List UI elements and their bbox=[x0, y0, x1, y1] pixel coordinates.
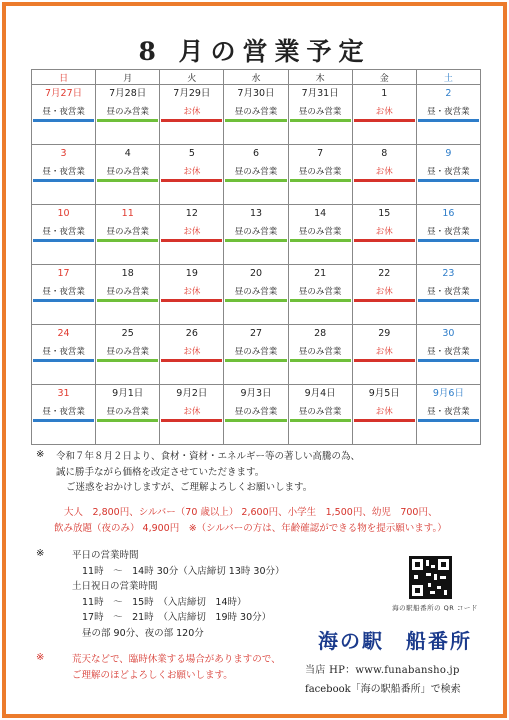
price-notice-line-2: 誠に勝手ながら価格を改定させていただきます。 bbox=[56, 466, 265, 478]
calendar-status-both: 昼・夜営業 bbox=[33, 226, 94, 242]
calendar-status-both: 昼・夜営業 bbox=[33, 166, 94, 182]
calendar-day-cell bbox=[224, 385, 288, 445]
weekday-header-tue: 火 bbox=[160, 70, 224, 85]
calendar-week-row bbox=[32, 325, 481, 385]
calendar-date: 16 bbox=[442, 208, 455, 219]
weekday-header-mon: 月 bbox=[96, 70, 160, 85]
weekday-header-wed: 水 bbox=[224, 70, 288, 85]
calendar-status-both: 昼・夜営業 bbox=[418, 286, 479, 302]
calendar-status-closed: お休 bbox=[161, 286, 222, 302]
calendar-status-closed: お休 bbox=[161, 166, 222, 182]
calendar-date: 23 bbox=[442, 268, 455, 279]
price-list-line-2: 飲み放題（夜のみ） 4,900円 ※（シルバーの方は、年齢確認ができる物を提示願います。） bbox=[54, 522, 447, 534]
calendar-date: 7月29日 bbox=[173, 88, 211, 99]
calendar-day-cell bbox=[96, 325, 160, 385]
calendar-day-cell bbox=[416, 385, 480, 445]
calendar-day-cell bbox=[288, 265, 352, 325]
calendar-status-closed: お休 bbox=[354, 286, 415, 302]
calendar-date: 6 bbox=[252, 148, 260, 159]
calendar-date: 10 bbox=[57, 208, 70, 219]
calendar-day-cell bbox=[32, 265, 96, 325]
calendar-status-lunch: 昼のみ営業 bbox=[97, 166, 158, 182]
calendar-date: 9月3日 bbox=[240, 388, 272, 399]
calendar-day-cell bbox=[352, 385, 416, 445]
price-notice-line-3: ご迷惑をおかけしますが、ご理解よろしくお願いします。 bbox=[66, 482, 313, 493]
calendar-date: 7月28日 bbox=[109, 88, 147, 99]
calendar-status-both: 昼・夜営業 bbox=[418, 406, 479, 422]
calendar-status-closed: お休 bbox=[161, 106, 222, 122]
calendar-day-cell bbox=[416, 205, 480, 265]
calendar-status-lunch: 昼のみ営業 bbox=[290, 106, 351, 122]
calendar-date: 4 bbox=[124, 148, 131, 159]
facebook-text: facebook「海の駅船番所」で検索 bbox=[305, 684, 461, 695]
calendar-date: 12 bbox=[185, 208, 198, 219]
calendar-day-cell bbox=[32, 145, 96, 205]
calendar-status-closed: お休 bbox=[354, 166, 415, 182]
calendar-status-lunch: 昼のみ営業 bbox=[225, 286, 286, 302]
calendar-date: 2 bbox=[445, 88, 452, 99]
shop-logo: 海の駅 船番所 bbox=[318, 629, 472, 653]
calendar-status-closed: お休 bbox=[354, 226, 415, 242]
calendar-date: 15 bbox=[378, 208, 391, 219]
calendar-day-cell bbox=[416, 85, 480, 145]
price-notice-line-1: 令和７年８月２日より、食材・資材・エネルギー等の著しい高騰の為、 bbox=[56, 451, 361, 462]
calendar-date: 31 bbox=[57, 388, 70, 399]
hours-holiday-lunch: 11時 ～ 15時 （入店締切 14時） bbox=[82, 596, 247, 608]
calendar-day-cell bbox=[96, 85, 160, 145]
calendar-day-cell bbox=[160, 145, 224, 205]
calendar-day-cell bbox=[160, 385, 224, 445]
calendar-status-lunch: 昼のみ営業 bbox=[290, 406, 351, 422]
weekday-header-sun: 日 bbox=[32, 70, 96, 85]
calendar-status-lunch: 昼のみ営業 bbox=[225, 166, 286, 182]
calendar-day-cell bbox=[352, 145, 416, 205]
calendar-date: 7月27日 bbox=[45, 88, 83, 99]
hours-weekday: 11時 ～ 14時 30分（入店締切 13時 30分） bbox=[82, 565, 285, 577]
calendar-status-both: 昼・夜営業 bbox=[33, 406, 94, 422]
calendar-status-closed: お休 bbox=[354, 106, 415, 122]
calendar-date: 19 bbox=[185, 268, 198, 279]
calendar-week-row bbox=[32, 385, 481, 445]
calendar-day-cell bbox=[288, 85, 352, 145]
calendar-day-cell bbox=[32, 385, 96, 445]
calendar-week-row bbox=[32, 145, 481, 205]
closure-line-1: 荒天などで、臨時休業する場合がありますので、 bbox=[72, 654, 281, 665]
calendar-day-cell bbox=[32, 325, 96, 385]
note-mark-hours: ※ bbox=[36, 548, 45, 559]
calendar-day-cell bbox=[352, 325, 416, 385]
calendar-day-cell bbox=[160, 325, 224, 385]
calendar-day-cell bbox=[96, 385, 160, 445]
calendar-day-cell bbox=[96, 145, 160, 205]
note-mark-closure: ※ bbox=[36, 652, 45, 663]
calendar-week-row bbox=[32, 205, 481, 265]
calendar-date: 13 bbox=[249, 208, 263, 219]
calendar-day-cell bbox=[288, 145, 352, 205]
calendar-status-lunch: 昼のみ営業 bbox=[225, 406, 286, 422]
calendar-day-cell bbox=[160, 265, 224, 325]
calendar-status-lunch: 昼のみ営業 bbox=[290, 346, 351, 362]
calendar-date: 1 bbox=[381, 88, 388, 99]
hours-duration: 昼の部 90分、夜の部 120分 bbox=[82, 627, 204, 639]
calendar-day-cell bbox=[160, 205, 224, 265]
calendar-day-cell bbox=[32, 205, 96, 265]
calendar-day-cell bbox=[224, 265, 288, 325]
calendar-day-cell bbox=[224, 85, 288, 145]
calendar-day-cell bbox=[352, 205, 416, 265]
calendar-status-both: 昼・夜営業 bbox=[418, 106, 479, 122]
price-list-line-1: 大人 2,800円、シルバー（70 歳以上） 2,600円、小学生 1,500円、幼児 700円、 bbox=[64, 507, 438, 518]
calendar-status-lunch: 昼のみ営業 bbox=[290, 286, 351, 302]
calendar-date: 11 bbox=[121, 208, 134, 219]
closure-notice bbox=[72, 652, 281, 683]
calendar-status-closed: お休 bbox=[354, 406, 415, 422]
homepage-text: 当店 HP：www.funabansho.jp bbox=[305, 665, 460, 676]
calendar-status-lunch: 昼のみ営業 bbox=[225, 346, 286, 362]
calendar-status-closed: お休 bbox=[161, 226, 222, 242]
calendar-date: 25 bbox=[121, 328, 134, 339]
calendar-status-lunch: 昼のみ営業 bbox=[97, 226, 158, 242]
calendar-status-closed: お休 bbox=[161, 346, 222, 362]
calendar-status-lunch: 昼のみ営業 bbox=[97, 106, 158, 122]
weekday-header-sat: 土 bbox=[416, 70, 480, 85]
weekday-header-fri: 金 bbox=[352, 70, 416, 85]
calendar-day-cell bbox=[160, 85, 224, 145]
calendar-status-both: 昼・夜営業 bbox=[418, 346, 479, 362]
calendar-date: 3 bbox=[60, 148, 67, 159]
calendar-day-cell bbox=[32, 85, 96, 145]
weekday-header-thu: 木 bbox=[288, 70, 352, 85]
weekday-header-row bbox=[32, 70, 481, 85]
calendar-date: 9月4日 bbox=[304, 388, 336, 399]
calendar-date: 28 bbox=[314, 328, 327, 339]
calendar-date: 9月6日 bbox=[432, 388, 464, 399]
calendar-day-cell bbox=[288, 205, 352, 265]
calendar-status-lunch: 昼のみ営業 bbox=[97, 286, 158, 302]
page-title: 8 月の営業予定 bbox=[138, 37, 371, 66]
closure-line-2: ご理解のほどよろしくお願いします。 bbox=[72, 669, 233, 681]
hours-holiday-dinner: 17時 ～ 21時 （入店締切 19時 30分） bbox=[82, 612, 272, 623]
calendar-date: 5 bbox=[188, 148, 195, 159]
calendar-day-cell bbox=[288, 385, 352, 445]
calendar-status-closed: お休 bbox=[161, 406, 222, 422]
calendar-status-lunch: 昼のみ営業 bbox=[97, 406, 158, 422]
price-list bbox=[54, 505, 447, 536]
calendar-date: 9月2日 bbox=[176, 388, 208, 399]
calendar-status-lunch: 昼のみ営業 bbox=[290, 226, 351, 242]
calendar-status-lunch: 昼のみ営業 bbox=[97, 346, 158, 362]
calendar-date: 20 bbox=[249, 268, 263, 279]
calendar-date: 24 bbox=[57, 328, 70, 339]
calendar-day-cell bbox=[224, 145, 288, 205]
calendar-day-cell bbox=[96, 265, 160, 325]
note-mark-price: ※ bbox=[36, 449, 45, 460]
calendar-date: 30 bbox=[442, 328, 455, 339]
calendar-day-cell bbox=[352, 85, 416, 145]
calendar-date: 9月5日 bbox=[368, 388, 400, 399]
calendar-date: 22 bbox=[378, 268, 391, 279]
calendar-status-lunch: 昼のみ営業 bbox=[225, 226, 286, 242]
calendar-date: 7 bbox=[317, 148, 324, 159]
calendar-day-cell bbox=[288, 325, 352, 385]
calendar-day-cell bbox=[224, 205, 288, 265]
calendar-status-lunch: 昼のみ営業 bbox=[290, 166, 351, 182]
calendar-week-row bbox=[32, 85, 481, 145]
calendar-date: 29 bbox=[378, 328, 391, 339]
calendar-status-closed: お休 bbox=[354, 346, 415, 362]
calendar-date: 18 bbox=[121, 268, 134, 279]
hours-holiday-title: 土日祝日の営業時間 bbox=[72, 581, 158, 592]
qr-code-icon[interactable] bbox=[409, 556, 452, 599]
calendar-status-both: 昼・夜営業 bbox=[33, 286, 94, 302]
calendar-date: 26 bbox=[185, 328, 198, 339]
calendar-status-both: 昼・夜営業 bbox=[33, 106, 94, 122]
calendar-week-row bbox=[32, 265, 481, 325]
calendar-date: 21 bbox=[314, 268, 327, 279]
calendar-date: 27 bbox=[249, 328, 263, 339]
calendar-date: 9 bbox=[445, 148, 452, 159]
calendar-day-cell bbox=[416, 265, 480, 325]
calendar-table bbox=[31, 69, 481, 445]
calendar-date: 14 bbox=[314, 208, 327, 219]
calendar-status-lunch: 昼のみ営業 bbox=[225, 106, 286, 122]
calendar-day-cell bbox=[224, 325, 288, 385]
calendar-day-cell bbox=[96, 205, 160, 265]
calendar-date: 9月1日 bbox=[112, 388, 144, 399]
calendar-day-cell bbox=[416, 325, 480, 385]
calendar-date: 7月30日 bbox=[237, 88, 275, 99]
business-hours bbox=[72, 548, 285, 641]
price-notice bbox=[56, 449, 360, 496]
calendar-day-cell bbox=[352, 265, 416, 325]
calendar-status-both: 昼・夜営業 bbox=[33, 346, 94, 362]
calendar-date: 7月31日 bbox=[301, 88, 339, 99]
hours-weekday-title: 平日の営業時間 bbox=[72, 550, 139, 561]
calendar-status-both: 昼・夜営業 bbox=[418, 166, 479, 182]
calendar-date: 17 bbox=[57, 268, 70, 279]
calendar-day-cell bbox=[416, 145, 480, 205]
qr-caption: 海の駅船番所の QR コード bbox=[392, 604, 478, 612]
calendar-status-both: 昼・夜営業 bbox=[418, 226, 479, 242]
calendar-date: 8 bbox=[381, 148, 388, 159]
